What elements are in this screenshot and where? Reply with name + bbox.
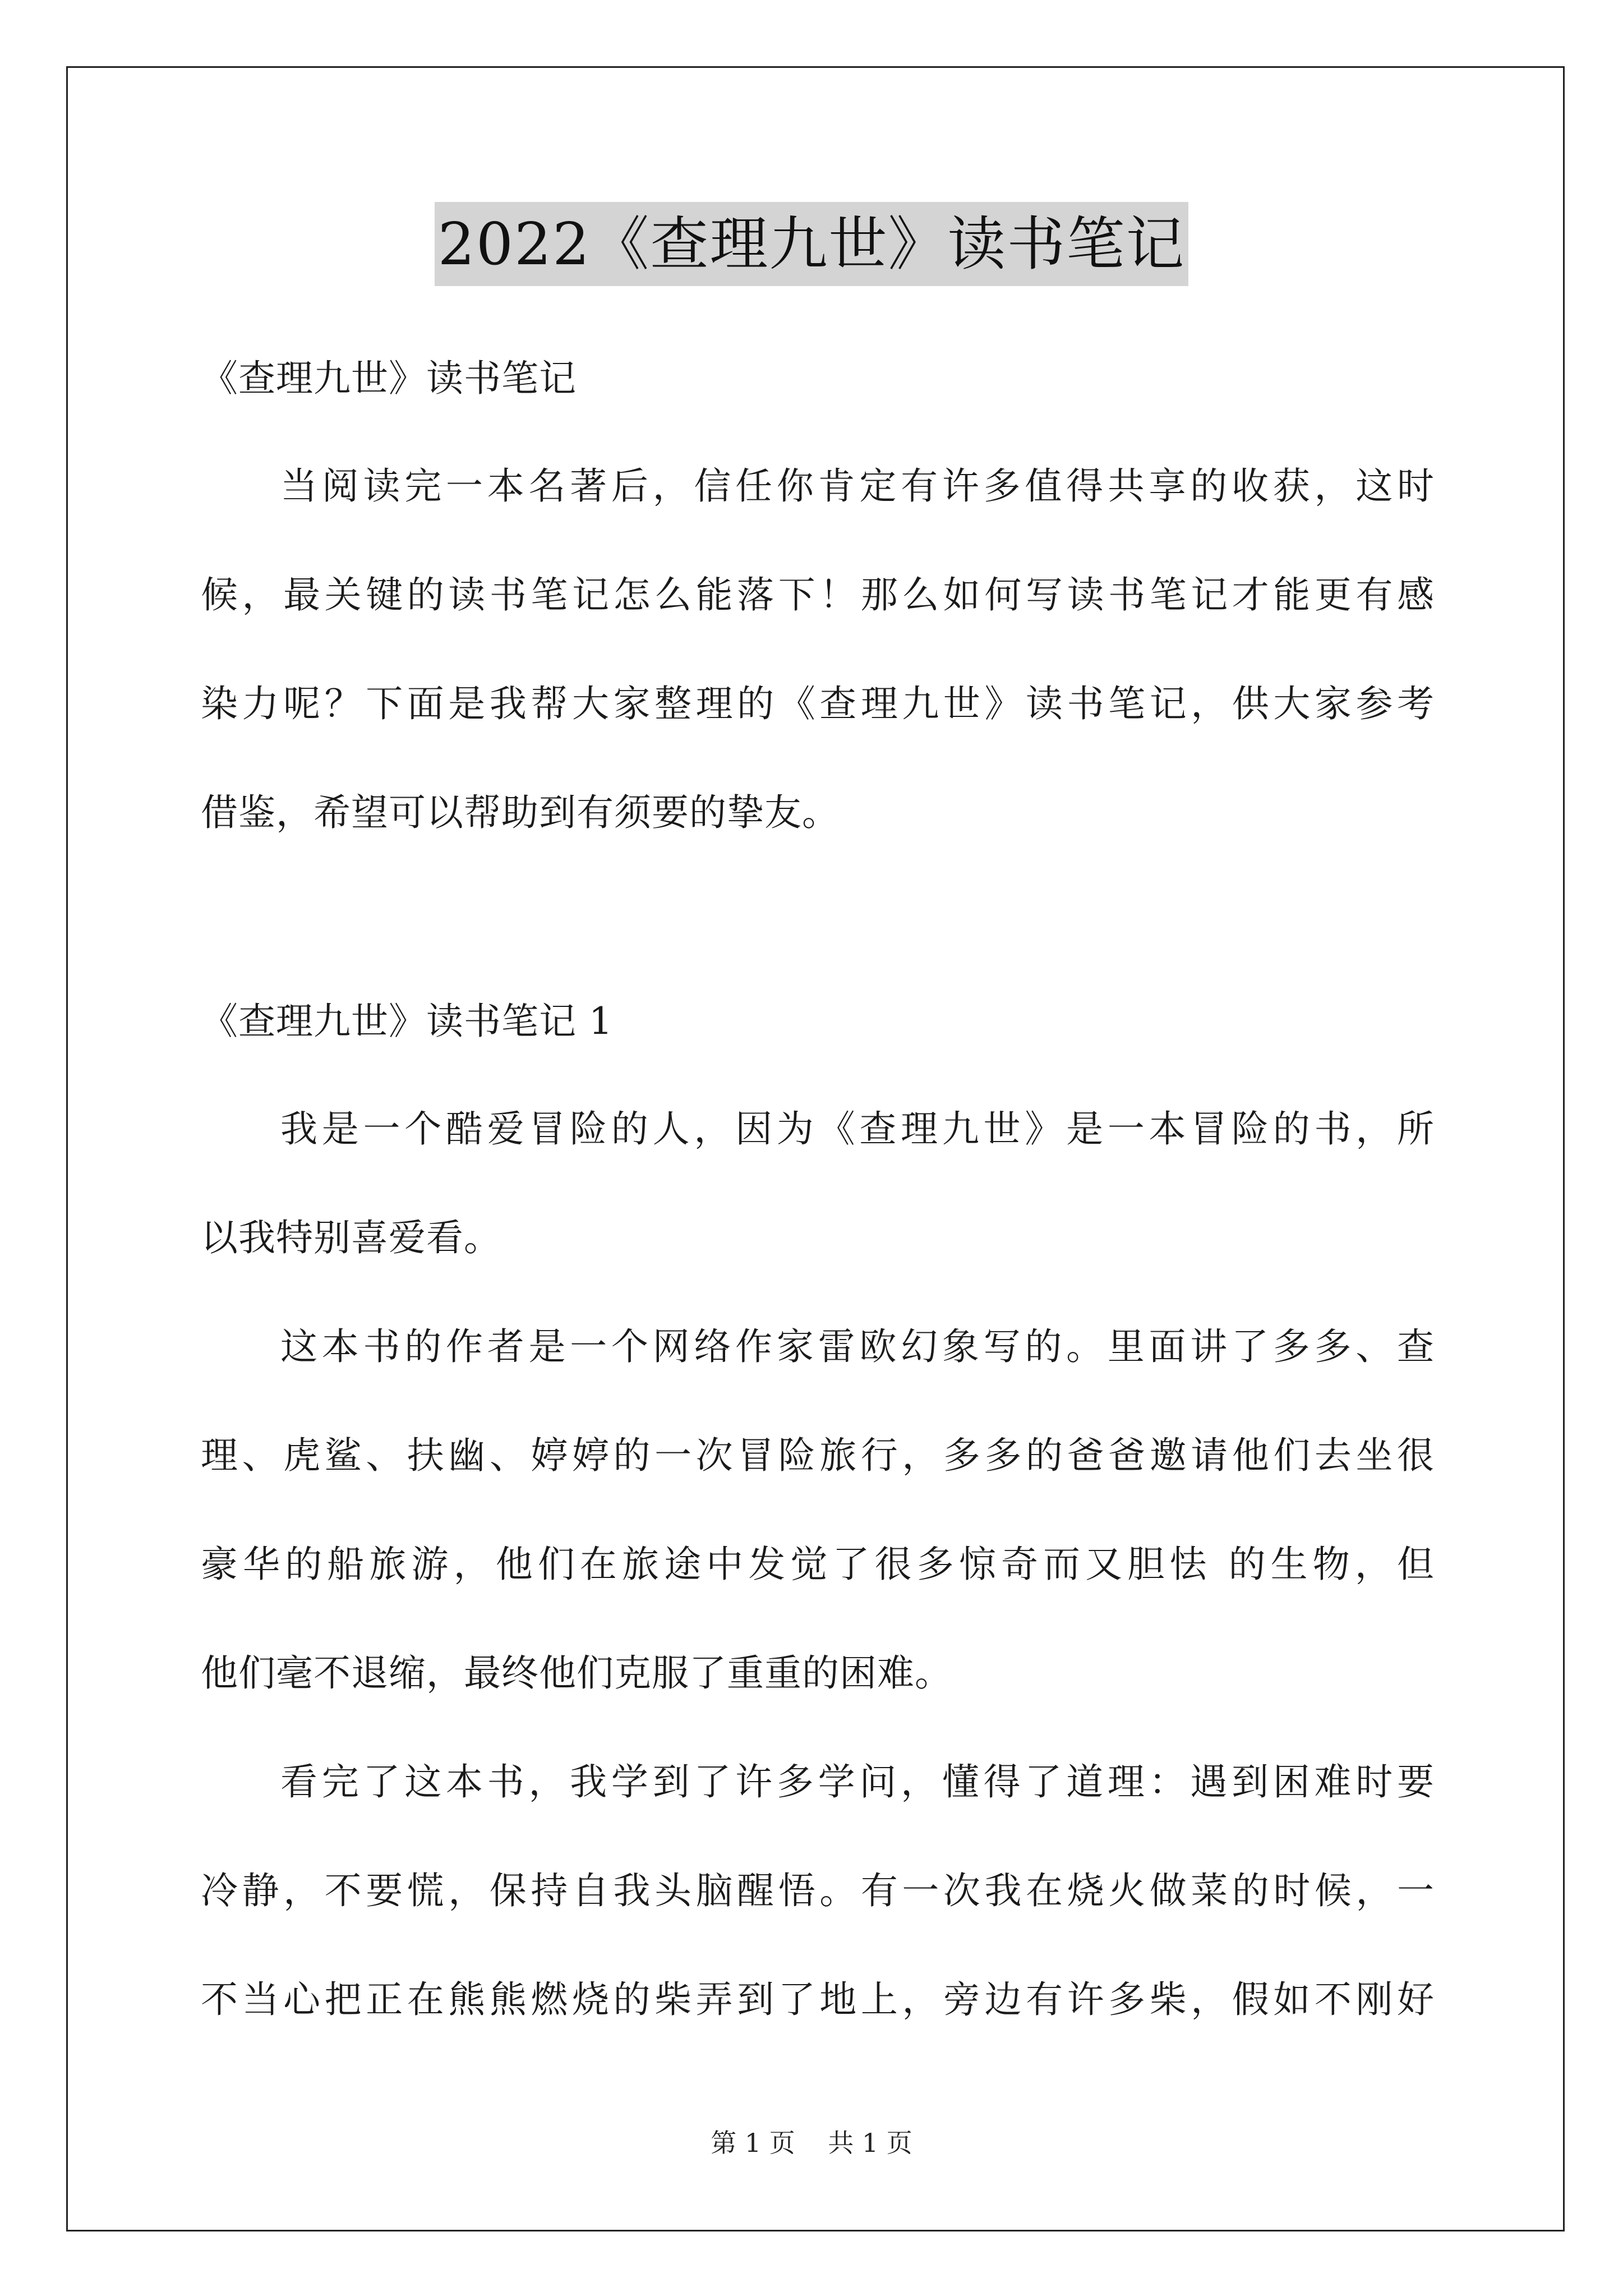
section-heading: 《查理九世》读书笔记 1 [201,1000,613,1043]
paragraph-line: 这本书的作者是一个网络作家雷欧幻象写的。里面讲了多多、查 [280,1325,1435,1368]
paragraph-line: 以我特别喜爱看。 [201,1216,501,1259]
paragraph-line: 冷静，不要慌，保持自我头脑醒悟。有一次我在烧火做菜的时候，一 [201,1869,1435,1912]
paragraph-line: 他们毫不退缩，最终他们克服了重重的困难。 [201,1651,952,1695]
paragraph-line: 理、虎鲨、扶幽、婷婷的一次冒险旅行，多多的爸爸邀请他们去坐很 [201,1434,1435,1477]
paragraph-line: 候，最关键的读书笔记怎么能落下！那么如何写读书笔记才能更有感 [201,573,1435,616]
paragraph-line: 我是一个酷爱冒险的人，因为《查理九世》是一本冒险的书，所 [280,1107,1435,1151]
paragraph-line: 看完了这本书，我学到了许多学问，懂得了道理：遇到困难时要 [280,1760,1435,1803]
paragraph-line: 借鉴，希望可以帮助到有须要的挚友。 [201,791,840,834]
page-number: 第 1 页 [711,2128,795,2158]
page-total: 共 1 页 [828,2128,912,2158]
page-footer [0,2126,1623,2160]
intro-heading: 《查理九世》读书笔记 [201,357,577,400]
title-area [0,202,1623,286]
paragraph-line: 不当心把正在熊熊燃烧的柴弄到了地上，旁边有许多柴，假如不刚好 [201,1978,1435,2021]
document-title: 2022《查理九世》读书笔记 [435,202,1189,286]
paragraph-line: 当阅读完一本名著后，信任你肯定有许多值得共享的收获，这时 [280,464,1435,508]
paragraph-line: 染力呢？下面是我帮大家整理的《查理九世》读书笔记，供大家参考 [201,682,1435,725]
paragraph-line: 豪华的船旅游，他们在旅途中发觉了很多惊奇而又胆怯 的生物，但 [201,1543,1435,1586]
